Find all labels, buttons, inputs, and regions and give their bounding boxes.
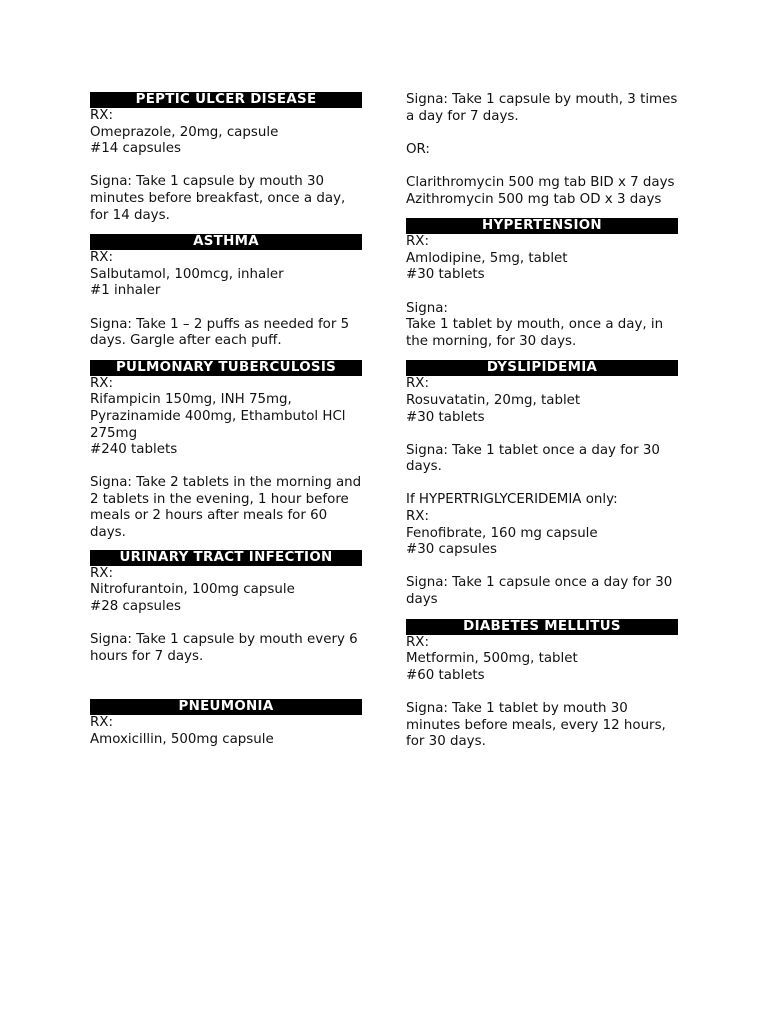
spacer xyxy=(406,476,678,493)
rx-label: RX: xyxy=(406,509,429,525)
section-pulmonary-tuberculosis xyxy=(90,359,366,542)
section-pneumonia-continued xyxy=(406,92,682,208)
spacer xyxy=(90,300,362,317)
drug-line: Rifampicin 150mg, INH 75mg, Pyrazinamide 400mg, Ethambutol HCl 275mg xyxy=(90,392,350,441)
section-dyslipidemia xyxy=(406,360,678,608)
alternative-drug-line: Azithromycin 500 mg tab OD x 3 days xyxy=(406,191,662,207)
spacer xyxy=(406,158,678,175)
rx-label: RX: xyxy=(90,715,113,731)
spacer xyxy=(90,615,362,632)
spacer xyxy=(406,426,678,443)
condition-note: If HYPERTRIGLYCERIDEMIA only: xyxy=(406,492,618,508)
rx-label: RX: xyxy=(406,234,429,250)
signa-line: Signa: Take 2 tablets in the morning and 2 tablets in the evening, 1 hour before meals or 2 hours after meals for 60 days. xyxy=(90,475,366,541)
section-hypertension xyxy=(406,218,678,350)
section-heading: PULMONARY TUBERCULOSIS xyxy=(90,360,362,376)
quantity-line: #60 tablets xyxy=(406,667,485,683)
drug-line: Metformin, 500mg, tablet xyxy=(406,651,578,667)
drug-line: Omeprazole, 20mg, capsule xyxy=(90,124,279,140)
quantity-line: #1 inhaler xyxy=(90,283,161,299)
section-heading: PEPTIC ULCER DISEASE xyxy=(90,92,362,108)
spacer xyxy=(406,125,678,142)
signa-line: Signa: Take 1 tablet by mouth 30 minutes before meals, every 12 hours, for 30 days. xyxy=(406,701,671,750)
rx-label: RX: xyxy=(406,634,429,650)
section-pneumonia xyxy=(90,699,362,748)
signa-line: Take 1 tablet by mouth, once a day, in the morning, for 30 days. xyxy=(406,317,668,349)
drug-line: Nitrofurantoin, 100mg capsule xyxy=(90,582,295,598)
drug-line: Amlodipine, 5mg, tablet xyxy=(406,250,568,266)
section-heading: HYPERTENSION xyxy=(406,218,678,234)
alternative-drug-line: Clarithromycin 500 mg tab BID x 7 days xyxy=(406,174,675,190)
signa-line: Signa: Take 1 capsule by mouth every 6 hours for 7 days. xyxy=(90,632,362,664)
quantity-line: #240 tablets xyxy=(90,442,178,458)
signa-line: Signa: Take 1 capsule by mouth 30 minutes before breakfast, once a day, for 14 days. xyxy=(90,174,350,223)
drug-line: Fenofibrate, 160 mg capsule xyxy=(406,525,598,541)
or-label: OR: xyxy=(406,141,430,157)
quantity-line: #28 capsules xyxy=(90,598,181,614)
quantity-line: #14 capsules xyxy=(90,141,181,157)
right-column xyxy=(406,92,682,751)
spacer xyxy=(406,684,678,701)
drug-line: Salbutamol, 100mcg, inhaler xyxy=(90,266,284,282)
spacer xyxy=(90,158,362,175)
rx-label: RX: xyxy=(90,565,113,581)
quantity-line: #30 capsules xyxy=(406,542,497,558)
section-urinary-tract-infection xyxy=(90,550,362,666)
spacer xyxy=(406,559,678,576)
left-column xyxy=(90,92,366,748)
drug-line: Amoxicillin, 500mg capsule xyxy=(90,731,274,747)
quantity-line: #30 tablets xyxy=(406,267,485,283)
rx-label: RX: xyxy=(90,108,113,123)
spacer xyxy=(406,284,678,301)
rx-label: RX: xyxy=(90,375,113,391)
signa-label: Signa: xyxy=(406,300,448,316)
signa-line: Signa: Take 1 capsule by mouth, 3 times a day for 7 days. xyxy=(406,92,682,124)
section-peptic-ulcer-disease xyxy=(90,92,362,224)
signa-line: Signa: Take 1 tablet once a day for 30 days. xyxy=(406,442,665,475)
rx-label: RX: xyxy=(90,250,113,266)
section-asthma xyxy=(90,234,362,350)
section-diabetes-mellitus xyxy=(406,619,678,751)
section-heading: ASTHMA xyxy=(90,234,362,250)
signa-line: Signa: Take 1 capsule once a day for 30 days xyxy=(406,575,677,608)
signa-line: Signa: Take 1 – 2 puffs as needed for 5 days. Gargle after each puff. xyxy=(90,316,354,349)
section-heading: DYSLIPIDEMIA xyxy=(406,360,678,376)
rx-label: RX: xyxy=(406,376,429,392)
section-heading: DIABETES MELLITUS xyxy=(406,619,678,635)
spacer xyxy=(90,459,362,476)
section-heading: PNEUMONIA xyxy=(90,699,362,715)
section-heading: URINARY TRACT INFECTION xyxy=(90,550,362,566)
drug-line: Rosuvatatin, 20mg, tablet xyxy=(406,392,581,408)
quantity-line: #30 tablets xyxy=(406,409,485,425)
